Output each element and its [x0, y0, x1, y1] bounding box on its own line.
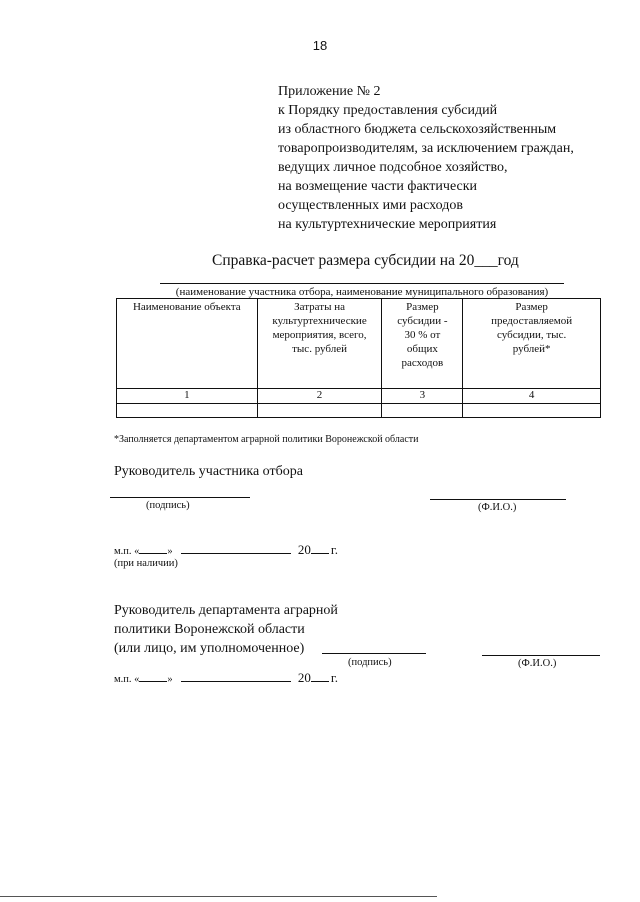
bottom-rule: [0, 896, 437, 897]
table-cell[interactable]: [257, 404, 382, 418]
year-blank[interactable]: [311, 553, 329, 554]
stamp-suffix: г.: [330, 542, 339, 557]
stamp-prefix: м.п. «: [114, 674, 140, 685]
department-head-line: Руководитель департамента аграрной: [114, 603, 338, 618]
calculation-table: [116, 298, 601, 418]
appendix-line: на возмещение части фактически: [278, 179, 478, 194]
column-number: 4: [463, 389, 601, 404]
table-cell[interactable]: [382, 404, 463, 418]
name-caption: (Ф.И.О.): [518, 658, 557, 669]
stamp-mid: »: [167, 546, 173, 557]
appendix-line: к Порядку предоставления субсидий: [278, 103, 498, 118]
header-subsidy-amount: Размер предоставляемой субсидии, тыс. рублей*: [463, 299, 601, 389]
department-head-line: (или лицо, им уполномоченное): [114, 641, 305, 656]
name-line[interactable]: [482, 655, 600, 656]
stamp-note: (при наличии): [114, 558, 178, 569]
department-head-line: политики Воронежской области: [114, 622, 305, 637]
column-number: 2: [257, 389, 382, 404]
appendix-line: на культуртехнические мероприятия: [278, 217, 497, 232]
participant-name-line: [160, 283, 564, 284]
year-prefix: 20: [297, 542, 311, 557]
stamp-date-line: [114, 542, 338, 558]
page-number: 18: [312, 38, 328, 53]
signature-caption: (подпись): [146, 500, 190, 511]
header-costs: Затраты на культуртехнические мероприятия, всего, тыс. рублей: [257, 299, 382, 389]
year-prefix: 20: [297, 670, 311, 685]
month-blank[interactable]: [181, 553, 291, 554]
stamp-mid: »: [167, 674, 173, 685]
participant-caption: (наименование участника отбора, наименование муниципального образования): [175, 286, 549, 298]
column-number: 1: [117, 389, 258, 404]
appendix-line: из областного бюджета сельскохозяйственным: [278, 122, 557, 137]
appendix-line: Приложение № 2: [278, 84, 381, 99]
stamp-prefix: м.п. «: [114, 546, 140, 557]
department-head-block: [114, 601, 338, 658]
name-caption: (Ф.И.О.): [478, 502, 517, 513]
appendix-block: [278, 82, 574, 234]
signature-line[interactable]: [322, 653, 426, 654]
signature-caption: (подпись): [348, 657, 392, 668]
column-number: 3: [382, 389, 463, 404]
day-blank[interactable]: [139, 553, 167, 554]
appendix-line: ведущих личное подсобное хозяйство,: [278, 160, 508, 175]
day-blank[interactable]: [139, 681, 167, 682]
appendix-line: товаропроизводителям, за исключением граждан,: [278, 141, 574, 156]
table-cell[interactable]: [117, 404, 258, 418]
table-cell[interactable]: [463, 404, 601, 418]
stamp-date-line: [114, 670, 338, 686]
table-row: [117, 389, 601, 404]
appendix-line: осуществленных ими расходов: [278, 198, 463, 213]
document-title: Справка-расчет размера субсидии на 20___год: [212, 252, 519, 269]
header-subsidy-rate: Размер субсидии - 30 % от общих расходов: [382, 299, 463, 389]
table-row: [117, 404, 601, 418]
table-header-row: [117, 299, 601, 389]
signature-line[interactable]: [110, 497, 250, 498]
participant-head-label: Руководитель участника отбора: [114, 464, 303, 479]
footnote: *Заполняется департаментом аграрной политики Воронежской области: [114, 434, 419, 445]
header-object-name: Наименование объекта: [117, 299, 258, 389]
stamp-suffix: г.: [330, 670, 339, 685]
name-line[interactable]: [430, 499, 566, 500]
month-blank[interactable]: [181, 681, 291, 682]
year-blank[interactable]: [311, 681, 329, 682]
